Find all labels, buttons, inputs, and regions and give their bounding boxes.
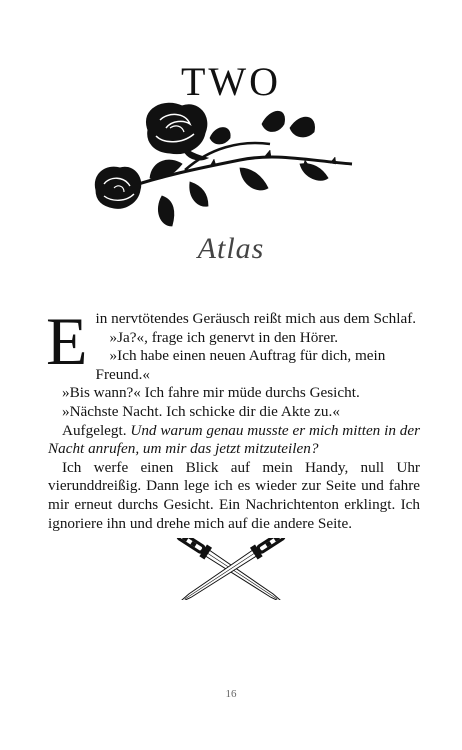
paragraph-4: »Bis wann?« Ich fahre mir müde durchs Gesicht. <box>62 384 360 402</box>
paragraph-6 <box>48 422 420 459</box>
paragraph-2: »Ja?«, frage ich genervt in den Hörer. <box>109 328 339 346</box>
paragraph-5: »Nächste Nacht. Ich schicke dir die Akte zu.« <box>62 402 340 420</box>
page-number: 16 <box>225 688 237 700</box>
rose-icon <box>90 98 355 238</box>
paragraph-6-italic: Und warum genau musste er mich mitten in der Nacht anrufen, um mir das jetzt mitzuteilen? <box>48 421 420 458</box>
chapter-title: TWO <box>180 59 282 104</box>
paragraph-3: »Ich habe einen neuen Auftrag für dich, mein Freund.« <box>95 347 386 383</box>
paragraph-6-plain: Aufgelegt. <box>62 421 131 439</box>
paragraph-1-text: in nervtötendes Geräusch reißt mich aus dem Schlaf. <box>95 310 417 327</box>
chapter-body <box>46 303 420 533</box>
paragraph-7: Ich werfe einen Blick auf mein Handy, null Uhr vierunddreißig. Dann lege ich es wieder zur Seite und fahre mir erneut durchs Gesicht. Ein Nachrichtenton erklingt. Ich ignoriere ihn und drehe mich auf die andere Seite. <box>48 458 420 532</box>
drop-cap: E <box>46 303 88 379</box>
crossed-knives-icon <box>162 538 300 600</box>
pov-name: Atlas <box>197 232 265 265</box>
